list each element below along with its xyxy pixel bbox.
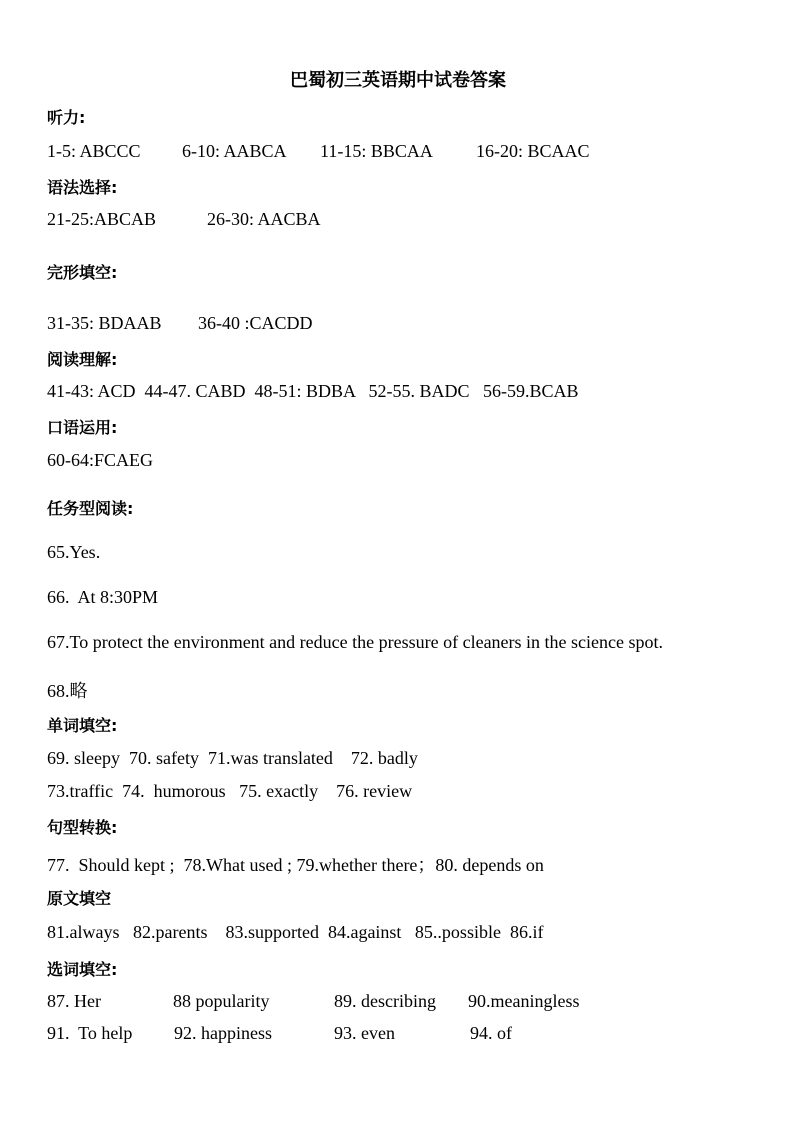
- answer-item: 89. describing: [334, 991, 436, 1011]
- section-heading-sentence-transform: 句型转换:: [47, 818, 118, 837]
- answer-item: 93. even: [334, 1023, 395, 1043]
- answer-line: 41-43: ACD 44-47. CABD 48-51: BDBA 52-55. BADC 56-59.BCAB: [47, 381, 579, 401]
- answer-line: 60-64:FCAEG: [47, 450, 154, 470]
- section-heading-reading: 阅读理解:: [47, 350, 118, 369]
- section-heading-grammar: 语法选择:: [47, 178, 118, 197]
- answer-item: 21-25:ABCAB: [47, 209, 157, 229]
- answer-item: 90.meaningless: [468, 991, 580, 1011]
- answer-item: 26-30: AACBA: [207, 209, 321, 229]
- answer-item: 6-10: AABCA: [182, 141, 287, 161]
- page-title: 巴蜀初三英语期中试卷答案: [290, 70, 506, 91]
- answer-line: 69. sleepy 70. safety 71.was translated 72. badly: [47, 748, 418, 768]
- section-heading-listening: 听力:: [47, 108, 86, 127]
- section-heading-oral: 口语运用:: [47, 418, 118, 437]
- answer-line: 65.Yes.: [47, 542, 101, 562]
- section-heading-choose-fill: 选词填空:: [47, 960, 118, 979]
- answer-item: 16-20: BCAAC: [476, 141, 590, 161]
- answer-line: 68.略: [47, 681, 88, 701]
- section-heading-task-reading: 任务型阅读:: [47, 499, 134, 518]
- answer-line: 66. At 8:30PM: [47, 587, 159, 607]
- section-heading-word-fill: 单词填空:: [47, 716, 118, 735]
- answer-item: 1-5: ABCCC: [47, 141, 141, 161]
- answer-item: 94. of: [470, 1023, 512, 1043]
- answer-item: 31-35: BDAAB: [47, 313, 162, 333]
- answer-line: 77. Should kept ; 78.What used ; 79.whether there；80. depends on: [47, 855, 544, 875]
- answer-item: 92. happiness: [174, 1023, 272, 1043]
- answer-item: 87. Her: [47, 991, 101, 1011]
- answer-item: 36-40 :CACDD: [198, 313, 313, 333]
- section-heading-cloze: 完形填空:: [47, 263, 118, 282]
- answer-item: 88 popularity: [173, 991, 270, 1011]
- answer-line: 73.traffic 74. humorous 75. exactly 76. review: [47, 781, 413, 801]
- answer-line: 67.To protect the environment and reduce the pressure of cleaners in the science spot.: [47, 632, 664, 652]
- answer-line: 81.always 82.parents 83.supported 84.against 85..possible 86.if: [47, 922, 544, 942]
- answer-item: 11-15: BBCAA: [320, 141, 433, 161]
- answer-item: 91. To help: [47, 1023, 133, 1043]
- section-heading-text-fill: 原文填空: [47, 889, 112, 908]
